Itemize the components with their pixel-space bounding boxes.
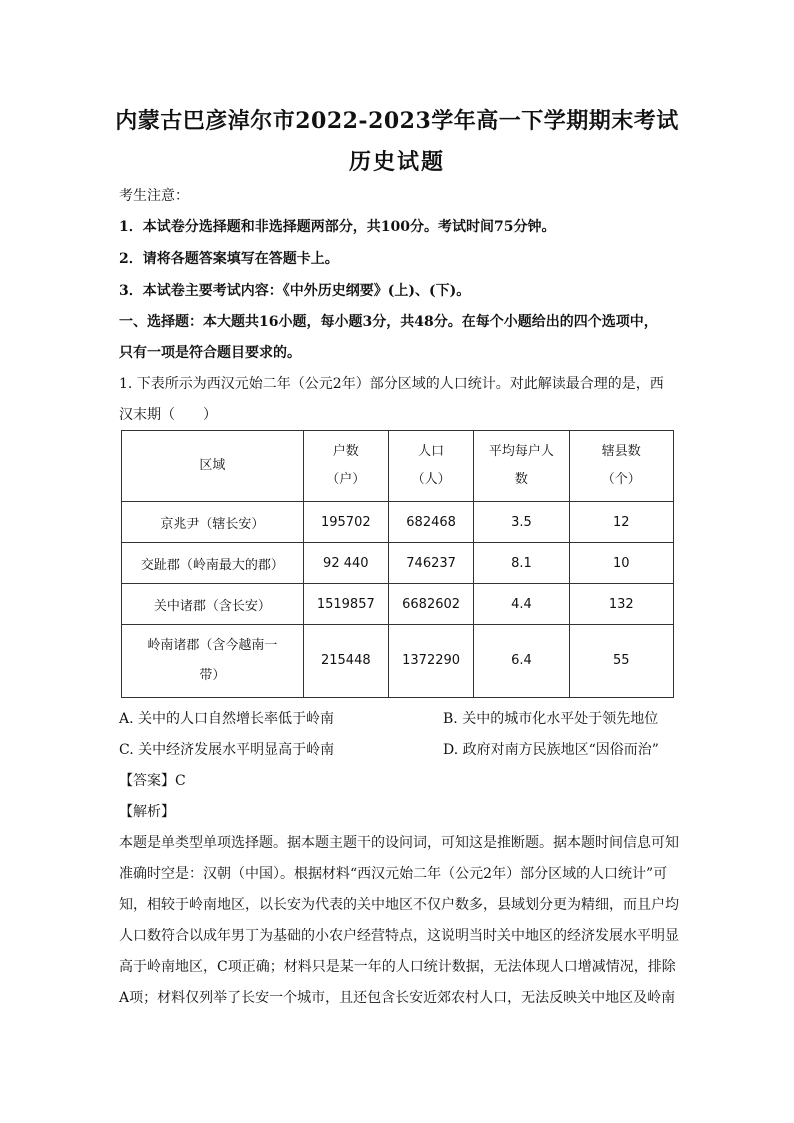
notice-heading: 考生注意： xyxy=(119,188,189,204)
notice-item-3: 3．本试卷主要考试内容：《中外历史纲要》(上)、(下)。 xyxy=(119,283,471,299)
option-c: C. 关中经济发展水平明显高于岭南 xyxy=(119,742,335,758)
analysis-line-2: 准确时空是：汉朝（中国）。根据材料“西汉元始二年（公元2年）部分区域的人口统计”可 xyxy=(119,866,668,882)
header-households: 户数 （户） xyxy=(303,431,388,502)
notice-item-1: 1．本试卷分选择题和非选择题两部分，共100分。考试时间75分钟。 xyxy=(119,219,556,235)
cell-households: 215448 xyxy=(303,625,388,698)
cell-population: 6682602 xyxy=(388,584,473,625)
section-instruction-line-1: 一、选择题：本大题共16小题，每小题3分，共48分。在每个小题给出的四个选项中， xyxy=(119,314,658,330)
table-header-row xyxy=(122,431,674,502)
exam-subtitle: 历史试题 xyxy=(348,149,445,175)
cell-counties: 10 xyxy=(569,543,673,584)
cell-region: 交趾郡（岭南最大的郡） xyxy=(122,543,304,584)
header-counties: 辖县数 （个） xyxy=(569,431,673,502)
header-population: 人口 （人） xyxy=(388,431,473,502)
header-region: 区域 xyxy=(122,431,304,502)
option-b: B. 关中的城市化水平处于领先地位 xyxy=(443,711,659,727)
table-row xyxy=(122,584,674,625)
section-instruction-line-2: 只有一项是符合题目要求的。 xyxy=(119,345,301,361)
cell-counties: 55 xyxy=(569,625,673,698)
question-stem-line-2: 汉末期（ ） xyxy=(119,407,217,423)
exam-title: 内蒙古巴彦淖尔市2022-2023学年高一下学期期末考试 xyxy=(115,108,679,134)
cell-population: 1372290 xyxy=(388,625,473,698)
cell-average: 4.4 xyxy=(474,584,569,625)
option-d: D. 政府对南方民族地区“因俗而治” xyxy=(443,742,659,758)
cell-households: 195702 xyxy=(303,502,388,543)
cell-population: 682468 xyxy=(388,502,473,543)
cell-population: 746237 xyxy=(388,543,473,584)
analysis-line-5: 高于岭南地区，C项正确；材料只是某一年的人口统计数据，无法体现人口增减情况，排除 xyxy=(119,959,676,975)
cell-average: 8.1 xyxy=(474,543,569,584)
table-row xyxy=(122,543,674,584)
analysis-line-1: 本题是单类型单项选择题。据本题主题干的设问词，可知这是推断题。据本题时间信息可知 xyxy=(119,835,679,851)
answer-label: 【答案】C xyxy=(119,773,186,789)
analysis-line-6: A项；材料仅列举了长安一个城市，且还包含长安近郊农村人口，无法反映关中地区及岭南 xyxy=(119,990,676,1006)
cell-region: 关中诸郡（含长安） xyxy=(122,584,304,625)
population-table xyxy=(121,430,674,698)
table-row xyxy=(122,625,674,698)
analysis-line-3: 知，相较于岭南地区，以长安为代表的关中地区不仅户数多，县域划分更为精细，而且户均 xyxy=(119,897,679,913)
cell-average: 3.5 xyxy=(474,502,569,543)
cell-counties: 132 xyxy=(569,584,673,625)
cell-households: 1519857 xyxy=(303,584,388,625)
table-row xyxy=(122,502,674,543)
analysis-heading: 【解析】 xyxy=(119,804,175,820)
cell-region: 岭南诸郡（含今越南一 带） xyxy=(122,625,304,698)
option-a: A. 关中的人口自然增长率低于岭南 xyxy=(119,711,335,727)
question-stem-line-1: 1. 下表所示为西汉元始二年（公元2年）部分区域的人口统计。对此解读最合理的是，西 xyxy=(119,376,664,392)
header-average: 平均每户人 数 xyxy=(474,431,569,502)
notice-item-2: 2．请将各题答案填写在答题卡上。 xyxy=(119,251,339,267)
cell-region: 京兆尹（辖长安） xyxy=(122,502,304,543)
cell-average: 6.4 xyxy=(474,625,569,698)
cell-counties: 12 xyxy=(569,502,673,543)
analysis-line-4: 人口数符合以成年男丁为基础的小农户经营特点，这说明当时关中地区的经济发展水平明显 xyxy=(119,928,679,944)
cell-households: 92 440 xyxy=(303,543,388,584)
